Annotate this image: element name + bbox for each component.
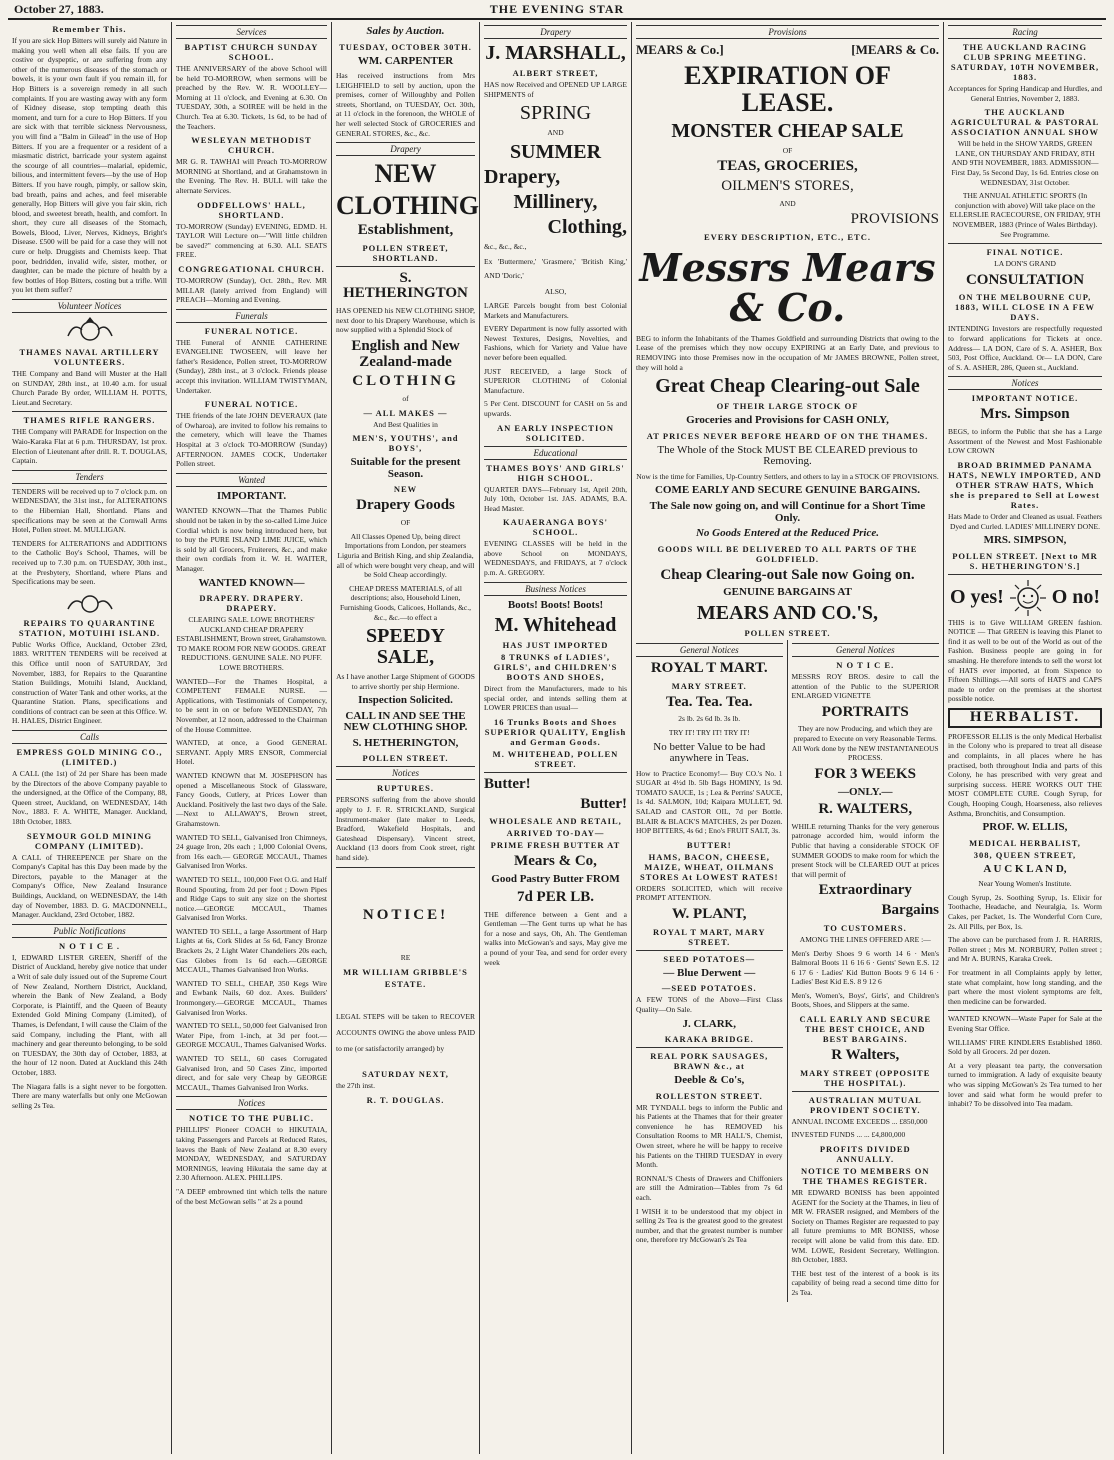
empress-body: A CALL (the 1st) of 2d per Share has been made by the Directors of the above Company payable to the undersigned, at the Office of the Company, 88, Queen street, Auckland, on WEDNESDAY, 14th Nov., 1883. F. A. WHITE, Manager. Auckland, 18th October, 1883. (12, 769, 167, 827)
pollen-street: POLLEN STREET. (744, 627, 831, 638)
every-description: EVERY DESCRIPTION, ETC., ETC. (703, 232, 871, 243)
pollen-next-to: POLLEN STREET. [Next to MR S. HETHERINGTON'S.] (952, 550, 1098, 571)
section-public-notifications: Public Notifications (12, 924, 167, 938)
summer-heading: SUMMER (509, 140, 602, 163)
etc-label: &c., &c., &c., (484, 241, 527, 251)
clothing-heading: CLOTHING (336, 190, 480, 220)
important-body: WANTED KNOWN—That the Thames Public should not be taken in by the so-called Lime Juice Cordial which is now being introduced here, but to buy the PURE ISLAND LIME JUICE, which is sold by all Grocers, Fruiterers, &c., and make their own cordials from it. W. H. WAITER, Manager. (176, 506, 327, 573)
funeral-1-body: THE Funeral of ANNIE CATHERINE EVANGELINE TWOSEEN, will leave her father's Residence, Pollen street, TO-MORROW (Sunday), 28th inst., at 3 o'clock. Friends please accept this invitation. WILLIAM TWISTYMAN, Undertaker. (176, 337, 327, 395)
while-returning: WHILE returning Thanks for the very generous patronage accorded him, would inform the Public that having a considerable STOCK OF SUMMER GOODS to make room for which the present Stock will be CLEARED OUT at prices that will permit of (791, 821, 939, 879)
drapery-heading: Drapery, (484, 165, 561, 188)
wanted-paper: WANTED KNOWN—Waste Paper for Sale at the Evening Star Office. (948, 1014, 1102, 1033)
j-clark: J. CLARK, (682, 1017, 736, 1030)
pastry-butter: Good Pastry Butter FROM (491, 873, 620, 886)
re-label: RE (400, 953, 411, 963)
hop-bitters-title: Remember This. (52, 24, 127, 34)
mrs-simpson-sign: MRS. SIMPSON, (983, 534, 1067, 547)
general-notices-left (632, 640, 788, 1302)
sale-now-going: The Sale now going on, and will Continue for a Short Time Only. (649, 499, 926, 524)
section-notices: Notices (948, 376, 1102, 390)
funeral-2-body: THE friends of the late JOHN DEVERAUX (late of Owharoa), are invited to follow his remains to the cemetery, which will leave the Thames Hospital at 3 o'clock TO-MORROW (Sunday) AFTERNOON. JAMES COCK, Undertaker Pollen street. (176, 411, 327, 469)
high-school-body: QUARTER DAYS—February 1st, April 20th, July 10th, October 1st. JAS. ADAMS, B.A. Head Master. (484, 484, 627, 513)
direct-body: Direct from the Manufacturers, made to his special order, and intends selling them at LOWER PRICES than usual— (484, 684, 627, 713)
divider (336, 867, 475, 868)
deeble-co: Deeble & Co's, (674, 1074, 745, 1087)
speedy-sale-heading: SPEEDY SALE, (366, 625, 445, 669)
wanted-lights: WANTED TO SELL, a large Assortment of Harp Lights at 6s, Cork Slides at 5s 6d, Fancy Bronze Brackets 2s, 2 Light Water Chandeliers 20s each, Gas Globes from 1s 6d each.—GEORGE MCCAUL, Thames Galvanised Iron Works. (176, 926, 327, 975)
suitable-season: Suitable for the present Season. (350, 456, 461, 480)
divider (948, 243, 1102, 244)
bargains: Bargains (881, 902, 939, 919)
saturday-next: SATURDAY NEXT, (362, 1068, 449, 1079)
delivered: GOODS WILL BE DELIVERED TO ALL PARTS OF THE GOLDFIELD. (657, 543, 918, 564)
hetherington-sign: S. HETHERINGTON, (352, 736, 459, 749)
tea-heading: Tea. Tea. Tea. (665, 693, 753, 710)
beg-body: BEG to inform the Inhabitants of the Thames Goldfield and surrounding Districts that owing to the Lease of the premises which they now occupy EXPIRING at an Early Date, and previous to REMOVING into those Premises now in the occupation of Mr JAMES BROWNE, Pollen street, they will hold a (636, 333, 939, 372)
call-in-see: CALL IN AND SEE THE NEW CLOTHING SHOP. (343, 709, 468, 734)
whole-stock: The Whole of the Stock MUST BE CLEARED previous to Removing. (657, 443, 918, 468)
wanted-nurse: WANTED—For the Thames Hospital, a COMPETENT FEMALE NURSE. —Applications, with Testimonials of Competency, to be sent in on or before WEDNESDAY, 7th November, at 12 noon, addressed to the Chairman of the House Committee. (176, 676, 327, 734)
wesleyan-title: WESLEYAN METHODIST CHURCH. (191, 135, 312, 156)
pollen-street: POLLEN STREET. (362, 753, 449, 764)
general-notices-row (632, 640, 943, 1302)
butter-heading-2: Butter! (580, 795, 627, 812)
carpenter-name: WM. CARPENTER (357, 54, 454, 67)
section-educational: Educational (484, 446, 627, 460)
great-clearing-heading: Great Cheap Clearing-out Sale (655, 375, 920, 398)
congregational-title: CONGREGATIONAL CHURCH. (178, 263, 325, 274)
funeral-1-title: FUNERAL NOTICE. (204, 325, 299, 336)
column-4 (480, 22, 632, 1454)
whitehead-sign: M. WHITEHEAD, POLLEN STREET. (492, 748, 619, 769)
mens-youths-boys: MEN'S, YOUTHS', and BOYS', (352, 433, 459, 454)
teas-groceries: TEAS, GROCERIES, (717, 158, 858, 175)
to-customers: TO CUSTOMERS. (823, 922, 907, 933)
final-notice: FINAL NOTICE. (986, 247, 1064, 258)
wanted-josephson: WANTED KNOWN that M. JOSEPHSON has opened a Miscellaneous Stock of Glassware, Fancy Goods, Cutlery, at Prices Lower than Auckland. Positively the last two days of the Sale.—Next to ALLAWAY'S, Brown street, Grahamstown. (176, 770, 327, 828)
gribble-name: MR WILLIAM GRIBBLE'S (343, 966, 468, 977)
high-school-title: THAMES BOYS' AND GIRLS' HIGH SCHOOL. (486, 462, 625, 483)
come-early: COME EARLY AND SECURE GENUINE BARGAINS. (654, 484, 921, 497)
butter-price: 7d PER LB. (516, 888, 595, 905)
seymour-body: A CALL of THREEPENCE per Share on the Company's Capital has this Day been made by the Directors, payable to the Manager at the Company's Office, New Zealand Insurance Buildings, Auckland, on WEDNESDAY, the 14th day of November, 1883. D. G. MACDONNELL, Manager. Auckland, 23rd October, 1882. (12, 852, 167, 920)
section-funerals: Funerals (176, 309, 327, 323)
wanted-nails: WANTED TO SELL, CHEAP, 350 Kegs Wire and Ewbank Nails, 60 doz. Axes. Builders' Ironmongery.—GEORGE MCCAUL, Thames Galvanised Iron Works. (176, 978, 327, 1017)
arc-body: Acceptances for Spring Handicap and Hurdles, and General Entries, November 2, 1883. (948, 84, 1102, 103)
r-walters: R. WALTERS, (818, 801, 913, 818)
section-volunteer-notices: Volunteer Notices (12, 299, 167, 313)
lowe-subtitle: DRAPERY. DRAPERY. DRAPERY. (199, 593, 304, 614)
cheap-dress-body: CHEAP DRESS MATERIALS, of all descriptions; also, Household Linen, Furnishing Goods, Calicoes, Hollands, &c., &c., &c.—to effect a (339, 583, 472, 622)
column-3 (332, 22, 480, 1454)
section-business-notices: Business Notices (484, 582, 627, 596)
and-label: AND (547, 128, 564, 138)
section-general-notices: General Notices (636, 643, 783, 657)
only-label: —ONLY.— (837, 785, 893, 798)
english-nz-made: English and New Zealand-made (351, 337, 460, 370)
roy-bros-body: MESSRS ROY BROS. desire to call the attention of the Public to the SUPERIOR ENLARGED VIGNETTE (791, 671, 939, 701)
important-notice: IMPORTANT NOTICE. (971, 393, 1079, 404)
expiration-heading: EXPIRATION OF LEASE. (684, 61, 891, 118)
divider (336, 266, 475, 267)
just-received-body: JUST RECEIVED, a large Stock of SUPERIOR CLOTHING of Colonial Manufacture. (484, 366, 627, 395)
albert-street: ALBERT STREET, (512, 68, 599, 78)
trunks-8: 8 TRUNKS of LADIES', GIRLS', and CHILDREN'S BOOTS AND SHOES, (493, 652, 618, 683)
marshall-name: J. MARSHALL, (485, 42, 626, 64)
auckland-label: A U C K L A N D, (983, 862, 1067, 875)
ruptures-body: PERSONS suffering from the above should apply to J. F. R. STRICKLAND, Surgical Instrument-maker (late maker to Leeds, Bradford, Wakefield Hospitals, and Gateshead Dispensary). Vincent street, Auckland (13 doors from Cook street, right hand side). (336, 795, 475, 863)
mary-street: MARY STREET. (671, 680, 747, 691)
boniss-body: MR EDWARD BONISS has been appointed AGENT for the Society at the Thames, in lieu of MR W. FRASER resigned, and Members of the Society on Thames Register are requested to pay all future premiums to MR BONISS, whose receipt will alone be valid from this date. ED. WM. LOWE, Resident Secretary, Wellington. 8th October, 1883. (791, 1188, 939, 1265)
boots-heading: Boots! Boots! Boots! (507, 598, 604, 611)
the-27th: the 27th inst. (336, 1080, 375, 1090)
gent-filler: THE difference between a Gent and a Gentleman —The Gent turns up what he has for a nose and says, Oh, Ah. The Gentleman walks into McGowan's and says, May give me a pound of your Tea, and send for order every week (484, 909, 627, 967)
monster-sale-heading: MONSTER CHEAP SALE (671, 119, 904, 142)
mears-cos: MEARS AND CO.'S, (696, 601, 879, 624)
karaka-bridge: KARAKA BRIDGE. (664, 1034, 754, 1045)
butter-heading-1: Butter! (484, 775, 531, 792)
of-label-2: OF (400, 518, 411, 528)
best-test-filler: THE best test of the interest of a book is its capability of being read a second time ditto for 2s Tea. (791, 1268, 939, 1297)
aapa-body: Will be held in the SHOW YARDS, GREEN LANE, ON THURSDAY AND FRIDAY, 8TH AND 9TH NOVEMBER, 1883. ADMISSION—First Day, 5s Second Day, 1s 6d. Entries close on WEDNESDAY, 31st October. (951, 139, 1099, 187)
seymour-title: SEYMOUR GOLD MINING COMPANY (LIMITED). (26, 830, 153, 851)
mary-street-hospital: MARY STREET (OPPOSITE THE HOSPITAL). (800, 1067, 931, 1088)
queen-street: 308, QUEEN STREET, (973, 849, 1077, 860)
clothing-heading-2: CLOTHING (352, 373, 459, 390)
column-1 (8, 22, 172, 1454)
quarantine-body: Public Works Office, Auckland, October 23rd, 1883. WRITTEN TENDERS will be received at this Office until noon of SATURDAY, 3rd November, 1883, for Repairs to the Quarantine Station Buildings, Motuihi Island, Auckland, construction of Water Tank and other works, at the Quarantine Station. Plans, specifications and conditions of contract can be seen at this Office. W. H. HALES, District Engineer. (12, 639, 167, 726)
la-don-grand: LA DON'S GRAND (994, 259, 1056, 269)
whitehead-name: M. Whitehead (494, 614, 617, 637)
tea-party-filler: At a very pleasant tea party, the conversation turned to immigration. A lady of exquisite beauty who was sipping McGowan's 2s Tea turned to her lover and said what form he would prefer to inhabit? To be dissolved into Tea madam. (948, 1060, 1102, 1109)
wish-filler: I WISH it to be understood that my object in selling 2s Tea is the greatest good to the greatest number, and that the greatest number is number one, therefore try McGowan's 2s Tea (636, 1206, 783, 1245)
royal-t-mart: ROYAL T MART. (650, 659, 768, 676)
column-2 (172, 22, 332, 1454)
herbalist-heading: HERBALIST. (948, 708, 1102, 728)
prof-ellis: PROF. W. ELLIS, (982, 821, 1068, 834)
rifle-rangers-title: THAMES RIFLE RANGERS. (23, 415, 156, 426)
treatment-body: For treatment in all Complaints apply by letter, state what complaint, how long standing, and the part where the most violent symptoms are felt, then medicine can be forwarded. (948, 967, 1102, 1006)
sheriff-notice-body: I, EDWARD LISTER GREEN, Sheriff of the District of Auckland, hereby give notice that under a Writ of sale duly issued out of the Supreme Court of New Zealand, Northern District, Auckland, wherein the Bank of New Zealand, a Body Corporate, is Plaintiff, and the Queen of Beauty Extended Gold Mining Company (Limited), of Thames, is Defendant, I will cause the Claim of the said Company, including the Plant, with all machinery and gear thereunto belonging, to be sold on TUESDAY, the 30th day of October, 1883, at the hour of 12 noon. Dated at Auckland this 24th October, 1883. (12, 952, 167, 1077)
has-just-imported: HAS JUST IMPORTED (502, 640, 609, 651)
all-makes: — ALL MAKES — (363, 407, 448, 418)
douglas-signature: R. T. DOUGLAS. (366, 1094, 445, 1105)
new-label: NEW (393, 484, 418, 495)
hop-bitters-body: If you are sick Hop Bitters will surely aid Nature in making you well when all else fails. If you are costive or dyspeptic, or are suffering from any other of the numerous diseases of the stomach or bowels, it is your own fault if you remain ill, for Hop Bitters is a sovereign remedy in all such complaints. If you are wasting away with any form of Kidney disease, stop tempting death this moment, and turn for a cure to Hop Bitters. If you are sick with that terrible sickness Nervousness, you will find a "Balm in Gilead" in the use of Hop Bitters. If you are a frequenter or a resident of a miasmatic district, barricade your system against the scourge of all countries—malarial, epidemic, bilious, and intermittent fevers—by the use of Hop Bitters. If you have rough, pimply, or sallow skin, bad breath, pains and aches, and feel miserable generally, Hop Bitters will give you fair skin, rich blood, and sweetest breath, health, and comfort. In short, they cure all diseases of the Stomach, Bowels, Blood, Liver, Nerves, Kidneys, Bright's Disease. £500 will be paid for a case they will not cure or help. Druggists and Chemists keep. That poor, bedridden, invalid wife, sister, mother, or daughter, can be made the picture of health by a few bottles of Hop Bitters, costing but a trifle. Will you let them suffer? (12, 36, 167, 295)
section-wanted: Wanted (176, 473, 327, 487)
invested-funds: INVESTED FUNDS ... ... £4,800,000 (791, 1130, 906, 1140)
early-inspection: AN EARLY INSPECTION SOLICITED. (496, 422, 615, 443)
section-racing: Racing (948, 25, 1102, 39)
trunks-16: 16 Trunks Boots and Shoes SUPERIOR QUALITY, English and German Goods. (484, 716, 627, 747)
seed-potatoes-2: —SEED POTATOES. (661, 983, 757, 994)
funeral-2-title: FUNERAL NOTICE. (204, 399, 299, 410)
discount-body: 5 Per Cent. DISCOUNT for CASH on 5s and upwards. (484, 399, 627, 418)
mears-header (636, 42, 939, 58)
orders-solicited: ORDERS SOLICITED, which will receive PROMPT ATTENTION. (636, 883, 783, 903)
drapery-goods-heading: Drapery Goods (356, 497, 455, 514)
kauaeranga-title: KAUAERANGA BOYS' SCHOOL. (502, 517, 609, 538)
divider (636, 950, 783, 951)
royal-t-mart-2: ROYAL T MART, MARY STREET. (653, 926, 766, 947)
pollen-shortland: POLLEN STREET, SHORTLAND. (362, 242, 449, 263)
of-label: of (402, 394, 409, 404)
congregational-body: TO-MORROW (Sunday), Oct. 28th., Rev. MR MILLAR (lately arrived from England) will PREACH—Morning and Evening. (176, 275, 327, 305)
divider (948, 1010, 1102, 1011)
wanted-chimneys: WANTED TO SELL, Galvanised Iron Chimneys, 24 guage Iron, 20s each ; 1,000 Colonial Ovens, from 16s each.— GEORGE MCCAUL, Thames Galvanised Iron Works. (176, 832, 327, 871)
sun-face-icon (1008, 578, 1048, 618)
price-list: Men's Derby Shoes 9 6 worth 14 6 · Men's Balmoral Boots 11 6 16 6 · Gents' Sewn E.S. 12 6 17 6 · Ladies' Kid Button Boots 9 6 14 6 · Ladies' Best Kid E.S. 8 9 12 6 (791, 948, 939, 987)
hams-bacon: HAMS, BACON, CHEESE, MAIZE, WHEAT, OILMANS STORES At LOWEST RATES! (639, 851, 779, 882)
o-yes-banner (948, 578, 1102, 618)
issue-date: October 27, 1883. (14, 2, 104, 16)
baptist-body: THE ANNIVERSARY of the above School will be held TO-MORROW, when sermons will be preached by the Rev. W. R. WOOLLEY—Morning at 11 o'clock, and Evening at 6.30. On TUESDAY, 30th, a SOIREE will be held in the Church. Tea at 6.30. Tickets, 1s 6d, to be had of the Teachers. (176, 64, 327, 131)
divider (948, 574, 1102, 575)
no-goods: No Goods Entered at the Reduced Price. (695, 527, 879, 540)
wholesale-retail: WHOLESALE AND RETAIL, (489, 816, 622, 827)
pork-sausages: REAL PORK SAUSAGES, BRAWN &c., at (650, 1051, 769, 1072)
also-label: ALSO, (544, 287, 567, 297)
fire-kindlers: WILLIAMS' FIRE KINDLERS Established 1860. Sold by all Grocers. 2d per dozen. (948, 1037, 1102, 1057)
groceries-cash: Groceries and Provisions for CASH ONLY, (686, 414, 889, 427)
tea-prices: 2s lb. 2s 6d lb. 3s lb. (678, 714, 741, 724)
portraits-heading: PORTRAITS (821, 703, 909, 720)
divider (792, 1091, 940, 1092)
clothing-heading: Clothing, (547, 215, 627, 238)
three-weeks: FOR 3 WEEKS (814, 765, 916, 782)
portraits-body: They are now Producing, and which they are prepared to Execute on very Reasonable Terms. All Work done by the NEW INSTANTANEOUS PROCESS. (791, 724, 939, 763)
parcels-body: LARGE Parcels bought from best Colonial Markets and Manufacturers. (484, 300, 627, 320)
new-heading: NEW (374, 159, 437, 189)
newspaper-title: THE EVENING STAR (489, 2, 625, 16)
mrs-simpson: Mrs. Simpson (980, 406, 1070, 423)
annual-income: ANNUAL INCOME EXCEEDS ... £850,000 (791, 1116, 928, 1126)
now-is-the-time: Now is the time for Families, Up-Country Settlers, and others to lay in a STOCK OF PROVISIONS. (636, 471, 939, 481)
remedies-list: Cough Syrup, 2s. Soothing Syrup, 1s. Elixir for Toothache, Headache, and Neuralgia, 1s. Worm Cakes, per Packet, 1s. The Wonderful Corn Cure, 2s. All Pills, per Box, 1s. (948, 892, 1102, 931)
butter-label: BUTTER! (686, 839, 732, 850)
few-tons: A FEW TONS of the Above—First Class Quality—On Sale. (636, 995, 783, 1014)
has-now-body: HAS now Received and OPENED UP LARGE SHIPMENTS of (484, 80, 627, 99)
important-title: IMPORTANT. (216, 489, 287, 502)
of-label: OF (782, 145, 793, 155)
notice-roy-title: N O T I C E. (836, 659, 895, 670)
section-drapery: Drapery (484, 25, 627, 39)
masthead (8, 2, 1106, 20)
wanted-servant: WANTED, at once, a Good GENERAL SERVANT. Apply MRS ENSOR, Commercial Hotel. (176, 738, 327, 767)
embrowned-filler: "A DEEP embrowned tint which tells the nature of the best McGowan sells " at 2s a pound (176, 1186, 327, 1206)
lowe-body: CLEARING SALE. LOWE BROTHERS' AUCKLAND CHEAP DRAPERY ESTABLISHMENT, Brown street, Grahamstown. TO MAKE ROOM FOR NEW GOODS. GREAT REDUCTIONS. GENUINE SALE. NO PUFF. LOWE BROTHERS. (176, 615, 327, 673)
rolleston-street: ROLLESTON STREET. (655, 1090, 763, 1101)
tender-hibernian-body: TENDERS will be received up to 7 o'clock p.m. on WEDNESDAY, the 31st inst., for ALTERATIONS to the Hibernian Hall, Shortland. Plans and specifications may be seen at the Cornwall Arms Hotel, Pollen street. M. MULLIGAN. (12, 486, 167, 535)
ships-body: Ex 'Buttermere,' 'Grasmere,' 'British King,' AND 'Doric,' (484, 257, 627, 281)
section-calls: Calls (12, 730, 167, 744)
begs-body: BEGS, to inform the Public that she has a Large Assortment of the Newest and Most Fashionable LOW CROWN (948, 427, 1102, 456)
general-notices-right (788, 640, 944, 1302)
legal-steps-body: LEGAL STEPS will be taken to RECOVER ACCOUNTS OWING the above unless PAID to me (or satisfactorily arranged) by (336, 1011, 475, 1053)
kauaeranga-body: EVENING CLASSES will be held in the above School on MONDAYS, WEDNESDAYS, and FRIDAYS, at 7 o'clock p.m. A. GREGORY. (484, 539, 627, 578)
quarantine-title: REPAIRS TO QUARANTINE STATION, MOTUIHI ISLAND. (18, 617, 161, 638)
column-5 (632, 22, 944, 1454)
oddfellows-title: ODDFELLOWS' HALL, SHORTLAND. (197, 199, 306, 220)
mens-womens: Men's, Women's, Boys', Girls', and Children's Boots, Shoes, and Slippers at the same. (791, 990, 939, 1010)
arc-title: THE AUCKLAND RACING CLUB SPRING MEETING. SATURDAY, 10TH NOVEMBER, 1883. (950, 42, 1100, 82)
medical-herbalist: MEDICAL HERBALIST, (969, 837, 1081, 848)
seed-potatoes: SEED POTATOES— (663, 953, 756, 964)
establishment-heading: Establishment, (357, 221, 454, 238)
best-qualities: And Best Qualities in (373, 419, 438, 429)
wanted-pipe: WANTED TO SELL, 50,000 feet Galvanised Iron Water Pipe, from 1-inch, at 3d per foot.—GEORGE MCCAUL, Thames Galvanised Works. (176, 1021, 327, 1050)
artillery-body: THE Company and Band will Muster at the Hall on SUNDAY, 28th inst., at 10.40 a.m. for usual Church Parade By order, WILLIAM H. POTTS, Lieut.and Secretary. (12, 369, 167, 407)
no-better-value: No better Value to be had anywhere in Teas. (653, 740, 766, 765)
empress-title: EMPRESS GOLD MINING CO., (LIMITED.) (16, 747, 163, 768)
lowe-title: WANTED KNOWN— (198, 576, 305, 589)
classes-body: All Classes Opened Up, being direct Importations from London, per steamers Liguria and British King, and ship Zealandia, all of which were bought very cheap, and will be Sold Cheap accordingly. (336, 531, 475, 580)
section-tenders: Tenders (12, 470, 167, 484)
tyndall-body: MR TYNDALL begs to inform the Public and his Patients at the Thames that for their greater convenience he has REMOVED his Consultation Rooms to MR HALL'S, Chemist, Owen street, where he will be happy to receive his Patients on the THIRD TUESDAY in every Month. (636, 1102, 783, 1170)
and-label: AND (779, 198, 796, 208)
section-general-notices: General Notices (792, 643, 940, 657)
mears-butter: Mears & Co, (514, 853, 597, 870)
section-provisions: Provisions (636, 25, 939, 39)
rennal-body: RONNAL'S Chests of Drawers and Chiffoniers are still the Admiration—Tables from 7s 6d each. (636, 1173, 783, 1202)
section-notices: Notices (336, 766, 475, 780)
millinery-heading: Millinery, (513, 190, 598, 213)
w-plant: W. PLANT, (671, 906, 747, 923)
hats-body: Hats Made to Order and Cleaned as usual. Feathers Dyed and Curled. LADIES' MILLINERY DONE. (948, 511, 1102, 531)
green-body: THIS is to Give WILLIAM GREEN fashion. NOTICE — That GREEN is leaving this Planet to find it as well to be out of the World as out of the Fashion. Business people are going in for smashing. He therefore intends to sell the worst lot of HATS ever imported, at from Sixpence to Fifteen Shillings.—All sorts of HATS and CAPS made to order on the premises at the shortest possible notice. (948, 617, 1102, 704)
carpenter-body: Has received instructions from Mrs LEIGHFIELD to sell by auction, upon the premises, corner of Willoughby and Pollen streets, Shortland, on TUESDAY, Oct. 30th, at 11 o'clock in the forenoon, the WHOLE of her well selected Stock of GROCERIES and GENERAL STORES, &c., &c. (336, 71, 475, 138)
sales-date: TUESDAY, OCTOBER 30TH. (339, 41, 472, 52)
prime-fresh-butter: PRIME FRESH BUTTER AT (490, 840, 621, 851)
royal-crest-icon (12, 316, 167, 344)
consultation-heading: CONSULTATION (965, 271, 1085, 288)
hetherington-name: S. HETHERINGTON (343, 269, 468, 302)
divider (12, 411, 167, 412)
tender-catholic-body: TENDERS for ALTERATIONS and ADDITIONS to the Catholic Boy's School, Thames, will be received up to 7.30 p.m. on TUESDAY, 30th inst., at the Presbytery, Shortland, where Plans and Specifications may be seen. (12, 538, 167, 587)
niagara-filler: The Niagara falls is a sight never to be forgotten. There are many waterfalls but only one McGowan selling 2s Tea. (12, 1081, 167, 1110)
royal-crest-icon (12, 591, 167, 615)
artillery-title: THAMES NAVAL ARTILLERY VOLUNTEERS. (19, 347, 160, 368)
oddfellows-body: TO-MORROW (Sunday) EVENING, EDMD. H. TAYLOR Will Lecture on—"Will little children be saved?" commencing at 6.30. ALL SEATS FREE. (176, 221, 327, 260)
estate-label: ESTATE. (384, 978, 427, 989)
mears-script-logo: Messrs Mears & Co. (639, 245, 936, 330)
divider (484, 772, 627, 773)
baptist-title: BAPTIST CHURCH SUNDAY SCHOOL. (184, 42, 319, 62)
oilmens-stores: OILMEN'S STORES, (721, 177, 854, 194)
call-early: CALL EARLY AND SECURE THE BEST CHOICE, AND BEST BARGAINS. (799, 1014, 932, 1045)
section-notices: Notices (176, 1096, 327, 1110)
another-shipment: As I have another Large Shipment of GOODS to arrive shortly per ship Hermione. (336, 672, 475, 691)
wesleyan-body: MR G. R. TAWHAI will Preach TO-MORROW MORNING at Shortland, and at Grahamstown in the Evening. The Rev. H. BULL will take the alternate Services. (176, 157, 327, 195)
blue-derwent: — Blue Derwent — (663, 966, 756, 979)
cheap-clearing-now: Cheap Clearing-out Sale now Going on. (660, 566, 915, 583)
intending-body: INTENDING Investors are respectfully requested to forward applications for Tickets at once. Address— LA DON, Care of S. A. ASHER, Box 503, Post Office, Auckland. Or— LA DON, Care of S. A. ASHER, 286, Queen st., Auckland. (948, 324, 1102, 372)
wanted-spouting: WANTED TO SELL, 100,000 Feet O.G. and Half Round Spouting, from 2d per foot ; Down Pipes and Ridge Caps to suit any size on the shortest notice.—GEORGE MCCAUL, Thames Galvanised Iron Works. (176, 874, 327, 923)
ellis-body: PROFESSOR ELLIS is the only Medical Herbalist in the Colony who is prepared to treat all disease and complaints, in all places where he has practised, both throughout India and parts of this Colony, he has prescribed with very great and surprising success. HERE WORKS OUT THE MOST COMPLETE CURE. Cough Syrup, for Cough, Hooping Cough, Hoarseness, also relieves Asthma, Bronchitis, and Consumption. (948, 731, 1102, 818)
ruptures-title: RUPTURES. (377, 783, 434, 794)
economy-list: How to Practice Economy!— Buy CO.'s No. 1 SUGAR at 4½d lb. 5lb Bags HOMINY, 1s 9d. TOMATO SAUCE, 1s ; Lea & Perrins' SAUCE, 1s 4d. SALMON, 10d; Kaipara MULLET, 9d. SALAD and CASTOR OIL, 7d per Bottle. BLAIR & BLACK'S MATCHES, 2s per Dozen. HOP BITTERS, 4s 6d ; Eno's FRUIT SALT, 3s. (636, 768, 783, 836)
aapa-title: THE AUCKLAND AGRICULTURAL & PASTORAL ASSOCIATION ANNUAL SHOW (950, 107, 1100, 138)
provisions-heading: PROVISIONS (850, 211, 939, 228)
amp-title: AUSTRALIAN MUTUAL PROVIDENT SOCIETY. (808, 1094, 922, 1115)
never-heard: AT PRICES NEVER BEFORE HEARD OF ON THE THAMES. (646, 430, 929, 441)
mears-left: MEARS & Co.] (636, 42, 724, 57)
divider (636, 1047, 783, 1048)
o-yes: O yes! (949, 586, 1004, 609)
near-institute: Near Young Women's Institute. (978, 879, 1072, 889)
sales-by-auction-head: Sales by Auction. (366, 25, 445, 37)
melbourne-cup: ON THE MELBOURNE CUP, 1883, WILL CLOSE IN A FEW DAYS. (954, 292, 1096, 323)
genuine-bargains: GENUINE BARGAINS AT (723, 586, 852, 599)
wanted-iron: WANTED TO SELL, 60 cases Corrugated Galvanised Iron, and 50 Cases Zinc, imported direct, and for sale very Cheap by GEORGE MCCAUL, Thames Galvanised Iron Works. (176, 1054, 327, 1092)
purchased-body: The above can be purchased from J. R. HARRIS, Pollen street ; Mrs M. NORBURY, Pollen street ; and Mr A. BURNS, Karaka Creek. (948, 935, 1102, 964)
large-stock: OF THEIR LARGE STOCK OF (716, 401, 859, 412)
section-services: Services (176, 25, 327, 39)
profits-divided: PROFITS DIVIDED ANNUALLY. (819, 1144, 911, 1165)
mears-right: [MEARS & Co. (851, 42, 939, 57)
hetherington-body: HAS OPENED his NEW CLOTHING SHOP, next door to his Drapery Warehouse, which is now supplied with a Splendid Stock of (336, 306, 475, 335)
panama-hats: BROAD BRIMMED PANAMA HATS, NEWLY IMPORTED, AND OTHER STRAW HATS, Which she is prepared to Sell at Lowest Rates. (948, 459, 1102, 510)
spring-heading: SPRING (519, 102, 592, 125)
section-drapery: Drapery (336, 142, 475, 156)
athletics-body: THE ANNUAL ATHLETIC SPORTS (In conjunction with above) Will take place on the ELLERSLIE RACECOURSE, ON FRIDAY, 9TH NOVEMBER, 1883 (Prince of Wales Birthday). See Programme. (949, 191, 1101, 239)
arrived-today: ARRIVED TO-DAY— (506, 828, 605, 839)
members-notice: NOTICE TO MEMBERS ON THE THAMES REGISTER. (800, 1166, 930, 1187)
notice-heading: NOTICE! (362, 906, 449, 923)
coach-body: PHILLIPS' Pioneer COACH to HIKUTAIA, taking Passengers and Parcels at Reduced Rates, leaves the Bank of New Zealand at 8.30 every MONDAY, WEDNESDAY, and SATURDAY MORNINGS, leaving Hikutaia the same day at 2.30 Afternoon. ALEX. PHILLIPS. (176, 1125, 327, 1183)
sheriff-notice-title: N O T I C E . (58, 940, 121, 951)
rifle-rangers-body: THE Company will PARADE for Inspection on the Waio-Karaka Flat at 6 p.m. THURSDAY, 1st prox. Election of Lieutenant after drill. R. T. DOUGLAS, Captain. (12, 427, 167, 466)
r-walters-2: R Walters, (831, 1047, 900, 1064)
inspection-solicited: Inspection Solicited. (358, 694, 453, 707)
among-lines: AMONG THE LINES OFFERED ARE :— (799, 934, 931, 944)
every-department-body: EVERY Department is now fully assorted with Newest Textures, Designs, Novelties, and Fashions, which for Variety and Value have never before been equalled. (484, 324, 627, 362)
coach-title: NOTICE TO THE PUBLIC. (189, 1113, 314, 1124)
o-no: O no! (1051, 586, 1101, 609)
extraordinary: Extraordinary (818, 882, 912, 899)
column-6 (944, 22, 1106, 1454)
try-it: TRY IT! TRY IT! TRY IT! (668, 728, 750, 737)
